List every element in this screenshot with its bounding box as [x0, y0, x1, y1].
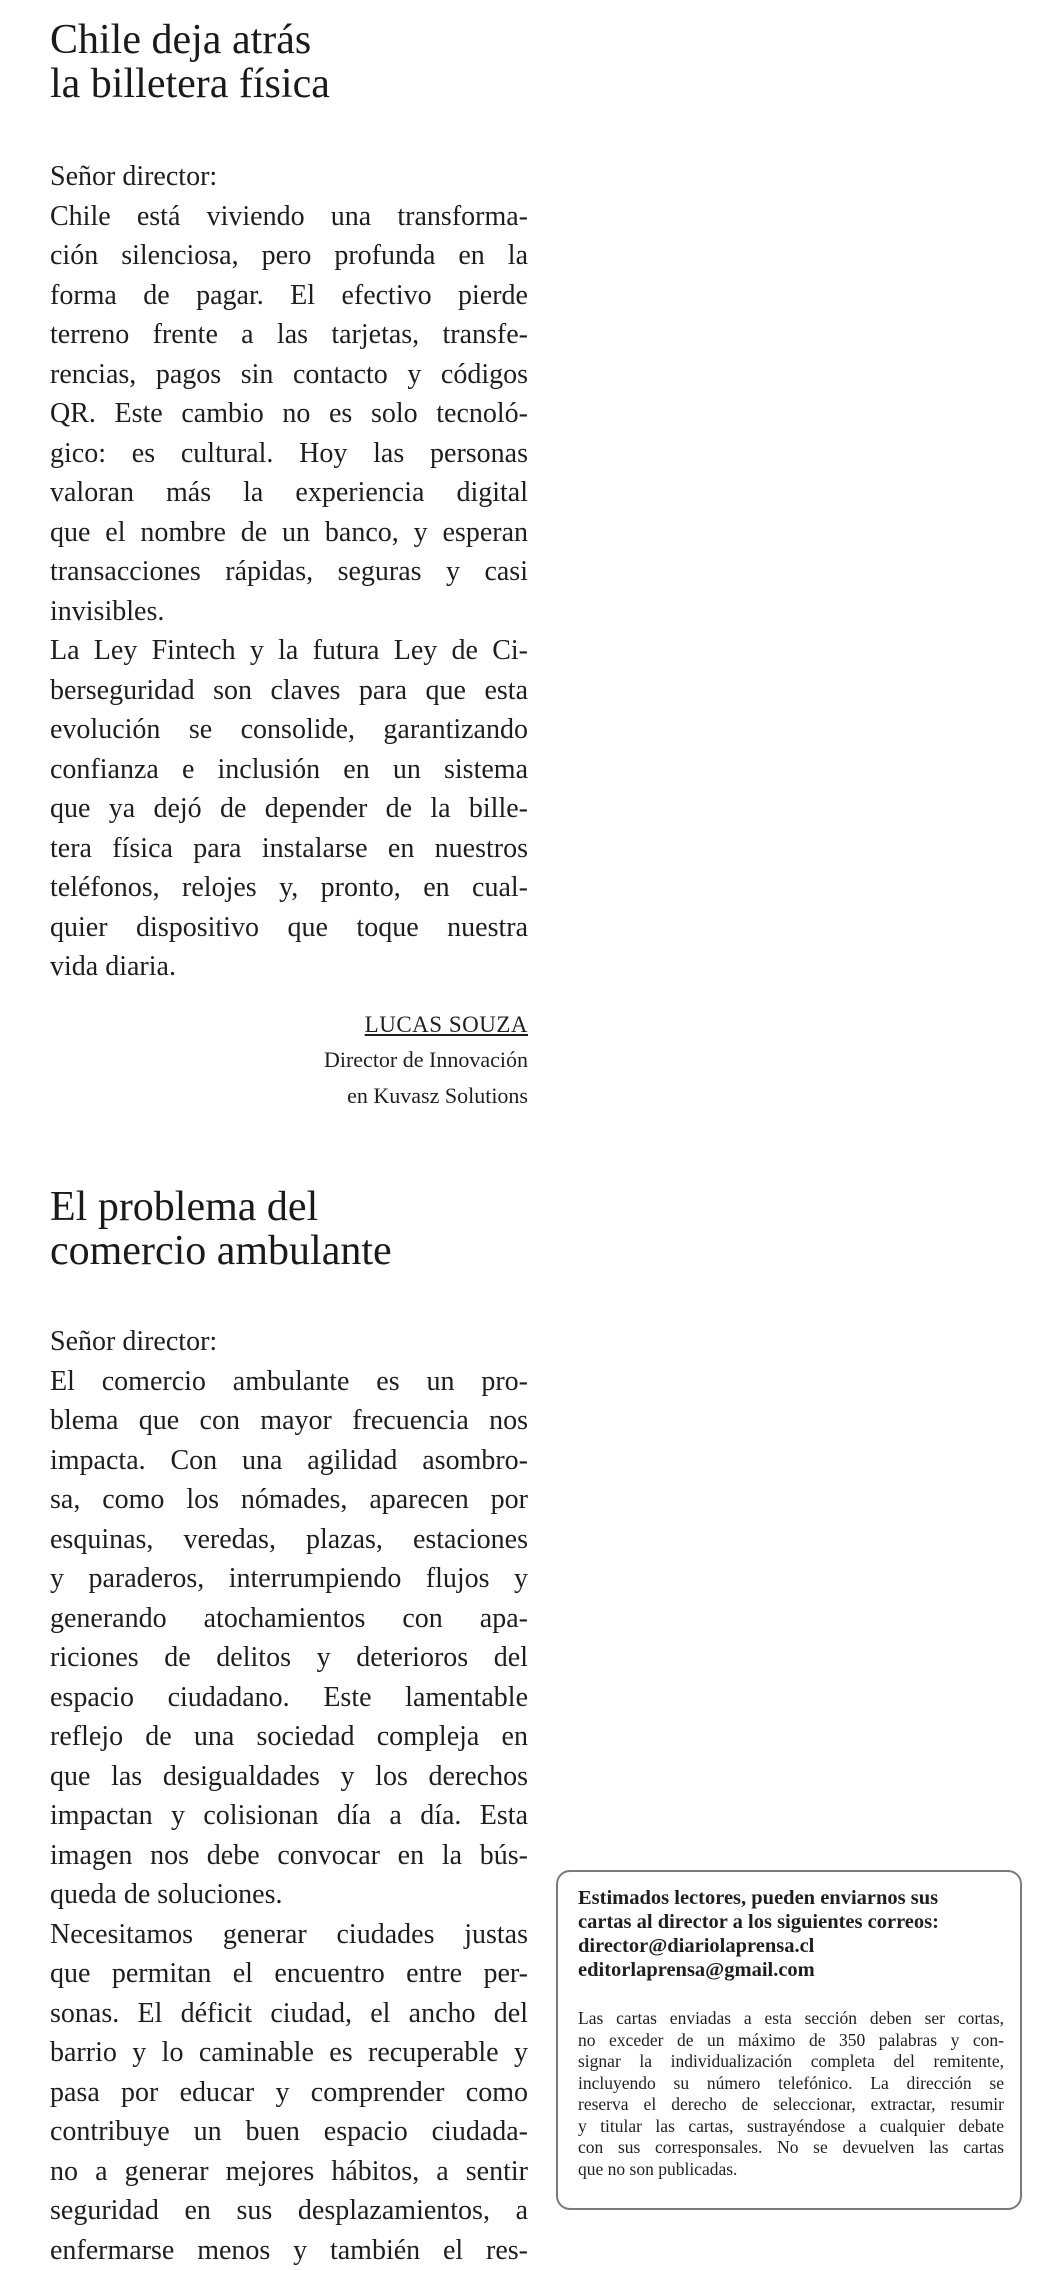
letter-1-signature-block: [50, 1012, 528, 1122]
letter-2-paragraph-1: El comercio ambulante es un pro- blema que con mayor frecuencia nos impacta. Con una agilidad asombro- sa, como los nómades, aparecen por esquinas, veredas, plazas, estaciones y paraderos, interrumpiendo flujos y generando atochamientos con apa- riciones de delitos y deterioros del espacio ciudadano. Este lamentable reflejo de una sociedad compleja en que las desigualdades y los derechos impactan y colisionan día a día. Esta imagen nos debe convocar en la bús- queda de soluciones.: [50, 1365, 528, 1910]
letter-1-signature: [324, 1012, 528, 1114]
letter-2-paragraph-2: Necesitamos generar ciudades justas que permitan el encuentro entre per- sonas. El déficit ciudad, el ancho del barrio y lo caminable es recuperable y pasa por educar y comprender como contribuye un buen espacio ciudada- no a generar mejores hábitos, a sentir seguridad en sus desplazamientos, a enfermarse menos y también el res-: [50, 1918, 528, 2266]
letter-1-paragraph-1: Chile está viviendo una transforma- ción silenciosa, pero profunda en la forma de pagar. El efectivo pierde terreno frente a las tarjetas, transfe- rencias, pagos sin contacto y códigos QR. Este cambio no es solo tecnoló- gico: es cultural. Hoy las personas valoran más la experiencia digital que el nombre de un banco, y esperan transacciones rápidas, seguras y casi invisibles.: [50, 200, 528, 627]
letter-1-title: Chile deja atrás la billetera física: [50, 17, 330, 108]
letter-2-greeting: Señor director:: [50, 1326, 218, 1357]
signature-role-line-2: en Kuvasz Solutions: [347, 1083, 528, 1108]
notice-rules: Las cartas enviadas a esta sección deben ser cortas, no exceder de un máximo de 350 palabras y con- signar la individualización completa del remitente, incluyendo su número telefónico. La dirección se reserva el derecho de seleccionar, extractar, resumir y titular las cartas, sustrayéndose a cualquier debate con sus corresponsales. No se devuelven las cartas que no son publicadas.: [578, 2008, 1004, 2179]
editor-email[interactable]: editorlaprensa@gmail.com: [578, 1959, 815, 1981]
readers-notice-box: [556, 1870, 1022, 2210]
letter-1-body: [50, 157, 528, 987]
letter-2: [50, 1185, 528, 1273]
letter-1-greeting: Señor director:: [50, 161, 218, 192]
signature-role-line-1: Director de Innovación: [323, 1047, 528, 1072]
notice-heading: Estimados lectores, pueden enviarnos sus cartas al director a los siguientes correos: director@diariolaprensa.cl editorlaprensa@gmail.com: [578, 1886, 1004, 1982]
letter-1-paragraph-2: La Ley Fintech y la futura Ley de Ci- berseguridad son claves para que esta evolución se consolide, garantizando confianza e inclusión en un sistema que ya dejó de depender de la bille- tera física para instalarse en nuestros teléfonos, relojes y, pronto, en cual- quier dispositivo que toque nuestra vida diaria.: [50, 635, 528, 982]
director-email[interactable]: director@diariolaprensa.cl: [578, 1935, 815, 1957]
letter-2-title: El problema del comercio ambulante: [50, 1184, 392, 1275]
letter-1: [50, 18, 528, 106]
letter-2-body: [50, 1322, 528, 2270]
signature-name: LUCAS SOUZA: [364, 1012, 528, 1037]
